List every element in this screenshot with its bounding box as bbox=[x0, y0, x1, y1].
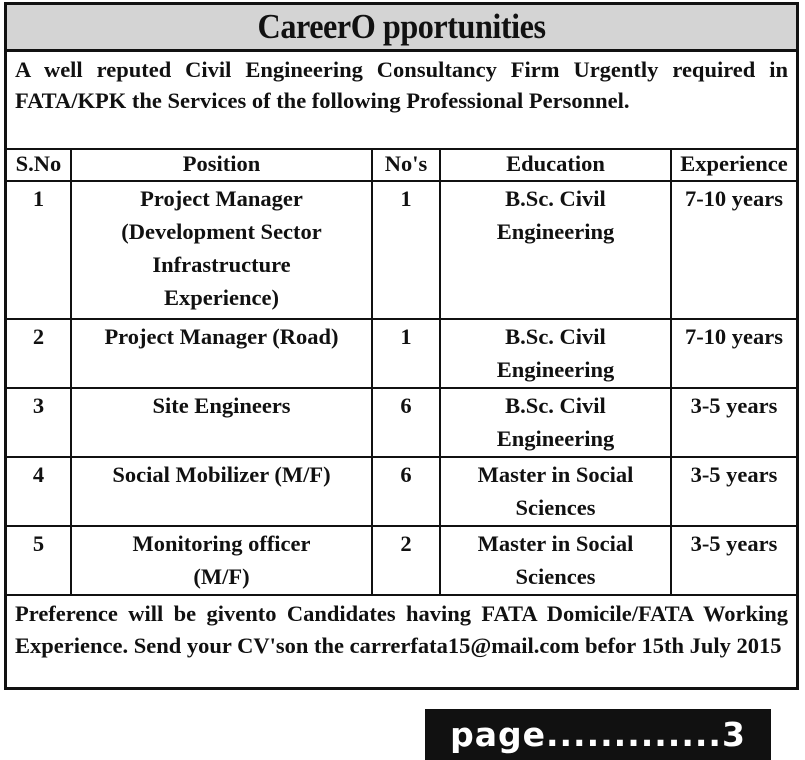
table-row bbox=[7, 181, 796, 319]
cell-experience: 3-5 years bbox=[671, 526, 796, 595]
cell-count: 1 bbox=[372, 181, 440, 319]
position-line: Social Mobilizer (M/F) bbox=[112, 462, 331, 487]
cell-count: 1 bbox=[372, 319, 440, 388]
position-line: Monitoring officer bbox=[132, 531, 311, 556]
intro-text: A well reputed Civil Engineering Consultancy Firm Urgently required in FATA/KPK the Services of the following Professional Personnel. bbox=[15, 57, 788, 113]
table-header-row bbox=[7, 149, 796, 181]
cell-count: 6 bbox=[372, 388, 440, 457]
header-sno: S.No bbox=[7, 149, 71, 181]
cell-experience: 7-10 years bbox=[671, 181, 796, 319]
education-line: B.Sc. Civil bbox=[505, 324, 606, 349]
header-experience: Experience bbox=[671, 149, 796, 181]
education-line: B.Sc. Civil bbox=[505, 186, 606, 211]
table-row bbox=[7, 526, 796, 595]
header-count: No's bbox=[372, 149, 440, 181]
table-row bbox=[7, 319, 796, 388]
table-row bbox=[7, 457, 796, 526]
cell-sno: 1 bbox=[7, 181, 71, 319]
cell-experience: 3-5 years bbox=[671, 457, 796, 526]
cell-sno: 3 bbox=[7, 388, 71, 457]
job-advertisement bbox=[4, 2, 799, 690]
position-line: Experience) bbox=[164, 285, 279, 310]
cell-count: 2 bbox=[372, 526, 440, 595]
footer-text: Preference will be givento Candidates having FATA Domicile/FATA Working Experience. Send your CV'son the carrerfata15@mail.com befor 15th July 2015 bbox=[15, 601, 788, 658]
position-line: (Development Sector bbox=[121, 219, 322, 244]
cell-position bbox=[71, 319, 372, 388]
cell-position bbox=[71, 526, 372, 595]
cell-education bbox=[440, 388, 671, 457]
cell-sno: 4 bbox=[7, 457, 71, 526]
position-line: Site Engineers bbox=[152, 393, 291, 418]
cell-sno: 2 bbox=[7, 319, 71, 388]
education-line: Sciences bbox=[515, 564, 596, 589]
position-line: Project Manager bbox=[140, 186, 303, 211]
cell-education bbox=[440, 526, 671, 595]
cell-experience: 3-5 years bbox=[671, 388, 796, 457]
education-line: Engineering bbox=[496, 426, 615, 451]
cell-count: 6 bbox=[372, 457, 440, 526]
header-position: Position bbox=[71, 149, 372, 181]
page-label: page.............3 bbox=[425, 709, 771, 760]
position-line: Infrastructure bbox=[152, 252, 291, 277]
table-row bbox=[7, 388, 796, 457]
cell-education bbox=[440, 457, 671, 526]
cell-education bbox=[440, 181, 671, 319]
cell-position bbox=[71, 457, 372, 526]
position-line: (M/F) bbox=[193, 564, 250, 589]
ad-title: CareerO pportunities bbox=[257, 7, 546, 46]
education-line: Engineering bbox=[496, 357, 615, 382]
cell-position bbox=[71, 388, 372, 457]
education-line: Master in Social bbox=[477, 462, 634, 487]
education-line: Master in Social bbox=[477, 531, 634, 556]
cell-position bbox=[71, 181, 372, 319]
header-education: Education bbox=[440, 149, 671, 181]
cell-sno: 5 bbox=[7, 526, 71, 595]
cell-education bbox=[440, 319, 671, 388]
education-line: Engineering bbox=[496, 219, 615, 244]
education-line: Sciences bbox=[515, 495, 596, 520]
cell-experience: 7-10 years bbox=[671, 319, 796, 388]
positions-table bbox=[7, 148, 796, 596]
education-line: B.Sc. Civil bbox=[505, 393, 606, 418]
title-bar bbox=[7, 5, 796, 52]
position-line: Project Manager (Road) bbox=[104, 324, 339, 349]
